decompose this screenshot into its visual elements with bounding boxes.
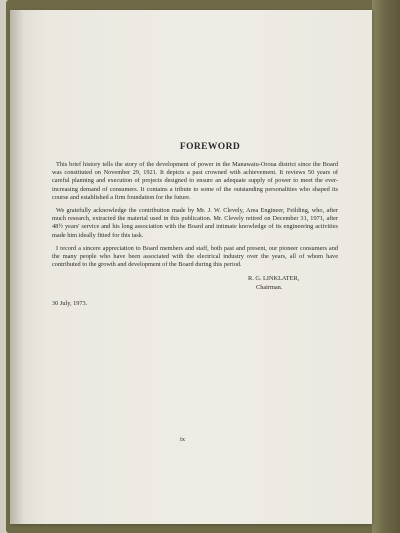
signature-block [248,275,338,291]
paragraph-acknowledgement: We gratefully acknowledge the contribution made by Mr. J. W. Clevely, Area Engineer, Feilding, who, after much research, extracted the material used in this publication. Mr. Clevely retired on December 31, 1971, after 48½ years' service and his long association with the Board and intimate knowledge of its engineering activities made him ideally fitted for this task. [52,207,338,239]
paragraph-appreciation: I record a sincere appreciation to Board members and staff, both past and present, our pioneer consumers and the many people who have been associated with the electrical industry over the years, all of whom have contributed to the growth and development of the Board during this period. [52,244,338,269]
foreword-heading: FOREWORD [179,142,241,152]
book-cover-edge [372,0,400,533]
paragraph-history: This brief history tells the story of the development of power in the Manawatu-Oroua district since the Board was constituted on November 29, 1921. It depicts a past crowned with achievement. It reviews 50 years of careful planning and execution of projects designed to ensure an adequate supply of power to meet the ever-increasing demand of consumers. It contains a tribute to some of the outstanding personalities who shaped its course and established a firm foundation for the future. [52,161,338,201]
signature-title: Chairman. [256,283,283,291]
foreword-date: 30 July, 1973. [52,299,88,307]
signature-name: R. G. LINKLATER, [248,275,300,283]
page-number: ix [180,436,186,443]
foreword-content [52,142,338,307]
page-gutter-shadow [10,10,24,524]
